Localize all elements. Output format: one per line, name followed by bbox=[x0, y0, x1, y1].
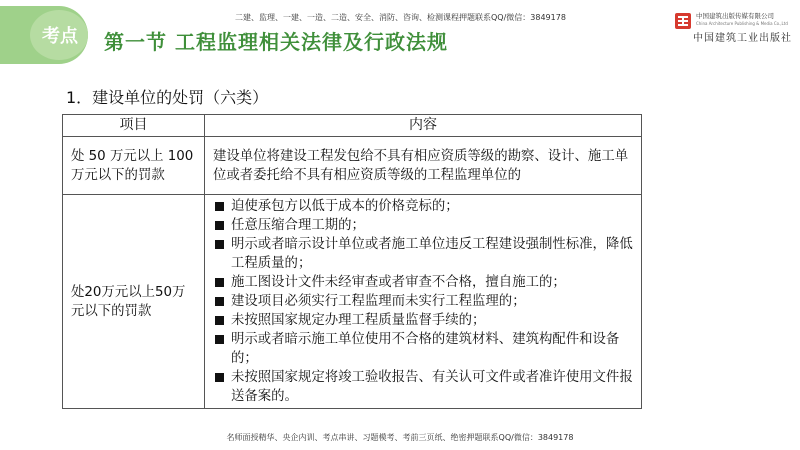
list-item: 迫使承包方以低于成本的价格竞标的； bbox=[213, 197, 633, 216]
square-bullet-icon bbox=[215, 221, 224, 230]
header-promo-text: 二建、监理、一建、一造、二造、安全、消防、咨询、检测课程押题联系QQ/微信：3849178 bbox=[235, 13, 566, 22]
row-1-item: 处 50 万元以上 100 万元以下的罚款 bbox=[63, 137, 205, 195]
square-bullet-icon bbox=[215, 335, 224, 344]
slide-header bbox=[0, 0, 800, 80]
row-2-item: 处20万元以上50万元以下的罚款 bbox=[63, 195, 205, 409]
square-bullet-icon bbox=[215, 278, 224, 287]
publisher-name: 中国建筑出版传媒有限公司 bbox=[696, 12, 774, 20]
list-item: 未按照国家规定将竣工验收报告、有关认可文件或者准许使用文件报送备案的。 bbox=[213, 368, 633, 406]
square-bullet-icon bbox=[215, 297, 224, 306]
footer-promo-text: 名师面授精华、央企内训、考点串讲、习题模考、考前三页纸、绝密押题联系QQ/微信：3849178 bbox=[226, 433, 574, 442]
section-title: 第一节 工程监理相关法律及行政法规 bbox=[104, 30, 448, 54]
publisher-logo-icon bbox=[674, 12, 692, 30]
square-bullet-icon bbox=[215, 240, 224, 249]
square-bullet-icon bbox=[215, 316, 224, 325]
list-item: 明示或者暗示设计单位或者施工单位违反工程建设强制性标准，降低工程质量的； bbox=[213, 235, 633, 273]
header-item: 项目 bbox=[63, 115, 205, 137]
list-item: 建设项目必须实行工程监理而未实行工程监理的； bbox=[213, 292, 633, 311]
row-2-content bbox=[205, 195, 642, 409]
table-header-row bbox=[63, 115, 642, 137]
header-content: 内容 bbox=[205, 115, 642, 137]
table-row bbox=[63, 137, 642, 195]
square-bullet-icon bbox=[215, 202, 224, 211]
row-1-content: 建设单位将建设工程发包给不具有相应资质等级的勘察、设计、施工单位或者委托给不具有相应资质等级的工程监理单位的 bbox=[205, 137, 642, 195]
publisher-script-logo: 中国建筑工业出版社 bbox=[693, 33, 792, 44]
table-row bbox=[63, 195, 642, 409]
slide-subtitle: 1．建设单位的处罚（六类） bbox=[66, 88, 269, 107]
list-item: 未按照国家规定办理工程质量监督手续的； bbox=[213, 311, 633, 330]
list-item: 任意压缩合理工期的； bbox=[213, 216, 633, 235]
penalty-table bbox=[62, 114, 642, 409]
square-bullet-icon bbox=[215, 373, 224, 382]
clause-list bbox=[213, 197, 633, 406]
kaodian-badge: 考点 bbox=[42, 26, 78, 47]
list-item: 施工图设计文件未经审查或者审查不合格，擅自施工的； bbox=[213, 273, 633, 292]
list-item: 明示或者暗示施工单位使用不合格的建筑材料、建筑构配件和设备的； bbox=[213, 330, 633, 368]
publisher-name-en: China Architecture Publishing & Media Co.,Ltd bbox=[696, 21, 788, 26]
